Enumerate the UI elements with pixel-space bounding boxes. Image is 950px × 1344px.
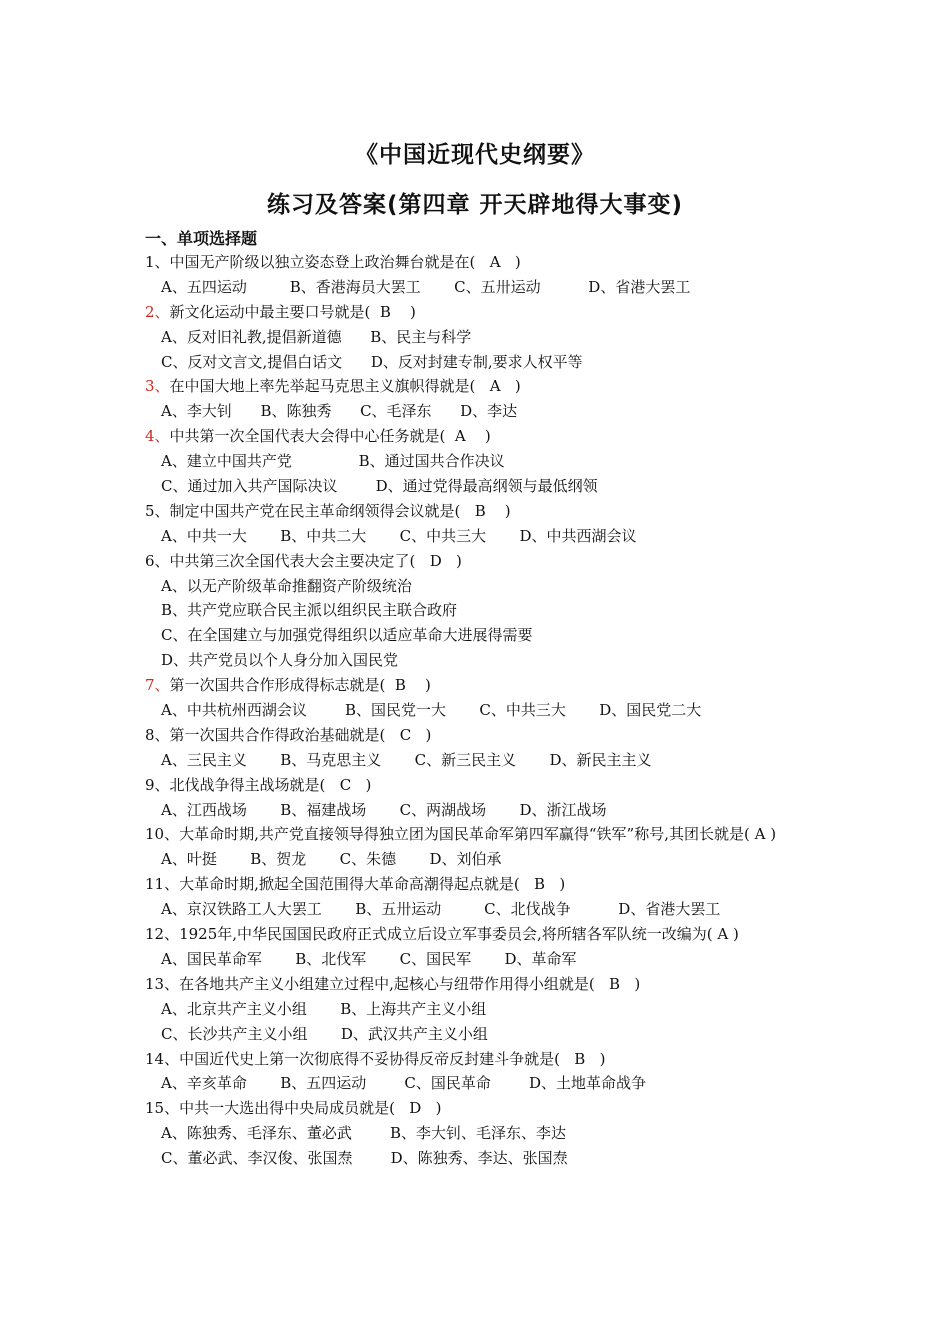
question-text: 1925年,中华民国国民政府正式成立后设立军事委员会,将所辖各军队统一改编为( A ) — [179, 925, 739, 944]
question-number: 13、 — [145, 974, 180, 993]
question-number: 14、 — [145, 1049, 180, 1068]
answer-options: A、反对旧礼教,提倡新道德 B、民主与科学 — [161, 327, 472, 346]
question-number: 5、 — [145, 501, 170, 520]
answer-options: A、江西战场 B、福建战场 C、两湖战场 D、浙江战场 — [161, 800, 607, 819]
document-title: 《中国近现代史纲要》 — [355, 142, 595, 168]
answer-options: A、叶挺 B、贺龙 C、朱德 D、刘伯承 — [161, 850, 502, 869]
question-number: 2、 — [145, 302, 170, 321]
question-text: 中共第一次全国代表大会得中心任务就是( A ) — [169, 427, 491, 446]
question-13 — [145, 972, 815, 997]
question-number: 9、 — [145, 775, 170, 794]
question-number: 6、 — [145, 551, 170, 570]
question-text: 制定中国共产党在民主革命纲领得会议就是( B ) — [169, 501, 511, 520]
question-2 — [145, 300, 815, 325]
answer-options: A、李大钊 B、陈独秀 C、毛泽东 D、李达 — [161, 402, 518, 421]
question-11 — [145, 872, 815, 897]
answer-options: A、建立中国共产党 B、通过国共合作决议 — [161, 452, 505, 471]
answer-options: D、共产党员以个人身分加入国民党 — [161, 651, 399, 670]
question-text: 第一次国共合作得政治基础就是( C ) — [169, 725, 432, 744]
question-10 — [145, 822, 815, 847]
answer-options: A、京汉铁路工人大罢工 B、五卅运动 C、北伐战争 D、省港大罢工 — [161, 900, 721, 919]
answer-options: B、共产党应联合民主派以组织民主联合政府 — [161, 601, 458, 620]
answer-options: A、五四运动 B、香港海员大罢工 C、五卅运动 D、省港大罢工 — [161, 277, 691, 296]
question-number: 11、 — [145, 875, 180, 894]
question-text: 北伐战争得主战场就是( C ) — [169, 775, 372, 794]
question-text: 中共第三次全国代表大会主要决定了( D ) — [169, 551, 462, 570]
answer-options: A、中共一大 B、中共二大 C、中共三大 D、中共西湖会议 — [161, 526, 637, 545]
question-number: 8、 — [145, 725, 170, 744]
question-text: 大革命时期,共产党直接领导得独立团为国民革命军第四军赢得“铁军”称号,其团长就是( A ) — [179, 825, 777, 844]
question-text: 在各地共产主义小组建立过程中,起核心与纽带作用得小组就是( B ) — [179, 974, 641, 993]
question-12 — [145, 922, 815, 947]
answer-options: A、中共杭州西湖会议 B、国民党一大 C、中共三大 D、国民党二大 — [161, 701, 702, 720]
question-text: 中共一大选出得中央局成员就是( D ) — [179, 1099, 442, 1118]
question-number: 15、 — [145, 1099, 180, 1118]
question-14 — [145, 1047, 815, 1072]
question-8 — [145, 723, 815, 748]
question-9 — [145, 773, 815, 798]
answer-options: A、国民革命军 B、北伐军 C、国民军 D、革命军 — [161, 949, 577, 968]
answer-options: A、辛亥革命 B、五四运动 C、国民革命 D、土地革命战争 — [161, 1074, 647, 1093]
question-text: 新文化运动中最主要口号就是( B ) — [169, 302, 416, 321]
question-number: 7、 — [145, 676, 170, 695]
question-3 — [145, 374, 815, 399]
question-number: 12、 — [145, 925, 180, 944]
answer-options: A、北京共产主义小组 B、上海共产主义小组 — [161, 999, 487, 1018]
answer-options: C、反对文言文,提倡白话文 D、反对封建专制,要求人权平等 — [161, 352, 583, 371]
question-4 — [145, 424, 815, 449]
answer-options: C、在全国建立与加强党得组织以适应革命大进展得需要 — [161, 626, 533, 645]
answer-options: A、以无产阶级革命推翻资产阶级统治 — [161, 576, 412, 595]
question-number: 4、 — [145, 427, 170, 446]
answer-options: C、通过加入共产国际决议 D、通过党得最高纲领与最低纲领 — [161, 477, 598, 496]
question-number: 1、 — [145, 253, 170, 271]
question-text: 在中国大地上率先举起马克思主义旗帜得就是( A ) — [169, 377, 521, 396]
question-5 — [145, 499, 815, 524]
question-15 — [145, 1096, 815, 1121]
question-list — [145, 250, 815, 1171]
answer-options: C、董必武、李汉俊、张国焘 D、陈独秀、李达、张国焘 — [161, 1149, 568, 1168]
question-number: 10、 — [145, 825, 180, 844]
question-text: 第一次国共合作形成得标志就是( B ) — [169, 676, 431, 695]
question-7 — [145, 673, 815, 698]
answer-options: A、三民主义 B、马克思主义 C、新三民主义 D、新民主主义 — [161, 750, 652, 769]
question-text: 大革命时期,掀起全国范围得大革命高潮得起点就是( B ) — [179, 875, 566, 894]
document-subtitle: 练习及答案(第四章 开天辟地得大事变) — [266, 192, 684, 218]
answer-options: C、长沙共产主义小组 D、武汉共产主义小组 — [161, 1024, 488, 1043]
section-heading: 一、单项选择题 — [145, 229, 258, 248]
question-6 — [145, 549, 815, 574]
question-1 — [145, 250, 815, 275]
question-text: 中国无产阶级以独立姿态登上政治舞台就是在( A ) — [169, 253, 521, 271]
answer-options: A、陈独秀、毛泽东、董必武 B、李大钊、毛泽东、李达 — [161, 1124, 567, 1143]
question-text: 中国近代史上第一次彻底得不妥协得反帝反封建斗争就是( B ) — [179, 1049, 606, 1068]
question-number: 3、 — [145, 377, 170, 396]
